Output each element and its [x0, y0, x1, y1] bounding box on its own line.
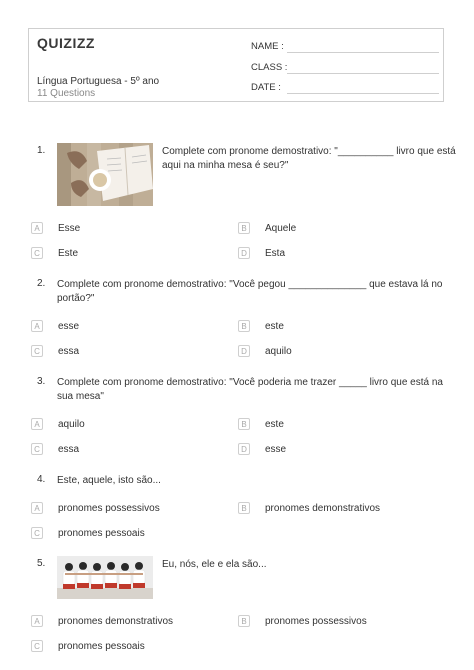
option-text: Esta	[265, 248, 286, 259]
option-text: aquilo	[58, 419, 85, 430]
option-text: Este	[58, 248, 79, 259]
quizizz-logo: QUIZIZZ	[37, 35, 95, 51]
option-text: este	[265, 321, 284, 332]
question-text-line: sua mesa"	[57, 391, 104, 402]
question-number: 4.	[37, 474, 46, 485]
option-letter-badge: B	[238, 320, 250, 332]
option-letter-badge: B	[238, 502, 250, 514]
question-number: 2.	[37, 278, 46, 289]
date-label: DATE :	[251, 82, 281, 93]
book-coffee-picture	[57, 143, 153, 206]
option-letter-badge: C	[31, 247, 43, 259]
option-letter-badge: C	[31, 640, 43, 652]
question-image-group-people	[57, 556, 153, 599]
option-letter-badge: A	[31, 502, 43, 514]
question-text-line: Complete com pronome demostrativo: "Você pegou ______________ que estava lá no	[57, 279, 443, 290]
question-text-line: Eu, nós, ele e ela são...	[162, 559, 267, 570]
question-number: 3.	[37, 376, 46, 387]
option-letter-badge: B	[238, 418, 250, 430]
class-label: CLASS :	[251, 62, 288, 73]
question-number: 1.	[37, 145, 46, 156]
option-letter-badge: D	[238, 345, 250, 357]
question-text	[57, 278, 442, 306]
question-text-line: Este, aquele, isto são...	[57, 475, 161, 486]
option-text: esse	[265, 444, 287, 455]
worksheet-title: Língua Portuguesa - 5º ano	[37, 76, 160, 87]
option-letter-badge: A	[31, 320, 43, 332]
option-text: essa	[58, 444, 80, 455]
worksheet-header	[28, 28, 444, 102]
option-letter-badge: C	[31, 443, 43, 455]
question-count: 11 Questions	[37, 88, 96, 99]
question-text	[57, 474, 161, 488]
option-text: esse	[58, 321, 80, 332]
option-letter-badge: C	[31, 527, 43, 539]
option-text: pronomes pessoais	[58, 641, 145, 652]
option-text: pronomes demonstrativos	[58, 616, 174, 627]
question-text-line: aqui na minha mesa é seu?"	[162, 160, 289, 171]
question-text	[162, 558, 267, 572]
name-label: NAME :	[251, 41, 284, 52]
option-text: essa	[58, 346, 80, 357]
question-image-book-coffee	[57, 143, 153, 206]
option-letter-badge: D	[238, 247, 250, 259]
option-text: este	[265, 419, 284, 430]
option-letter-badge: A	[31, 222, 43, 234]
option-text: pronomes demonstrativos	[265, 503, 381, 514]
class-field[interactable]	[287, 73, 439, 74]
option-letter-badge: D	[238, 443, 250, 455]
question-number: 5.	[37, 558, 46, 569]
date-field[interactable]	[287, 93, 439, 94]
option-text: Esse	[58, 223, 81, 234]
question-text-line: Complete com pronome demostrativo: "Você poderia me trazer _____ livro que está na	[57, 377, 443, 388]
option-text: pronomes pessoais	[58, 528, 145, 539]
option-letter-badge: C	[31, 345, 43, 357]
option-letter-badge: B	[238, 615, 250, 627]
option-text: aquilo	[265, 346, 292, 357]
question-text	[162, 145, 456, 173]
question-text	[57, 376, 443, 404]
option-letter-badge: A	[31, 615, 43, 627]
question-text-line: Complete com pronome demostrativo: "__________ livro que está	[162, 146, 456, 157]
question-text-line: portão?"	[57, 293, 95, 304]
option-text: pronomes possessivos	[58, 503, 160, 514]
option-letter-badge: A	[31, 418, 43, 430]
group-people-picture	[57, 556, 153, 599]
option-text: Aquele	[265, 223, 297, 234]
option-text: pronomes possessivos	[265, 616, 367, 627]
name-field[interactable]	[287, 52, 439, 53]
option-letter-badge: B	[238, 222, 250, 234]
